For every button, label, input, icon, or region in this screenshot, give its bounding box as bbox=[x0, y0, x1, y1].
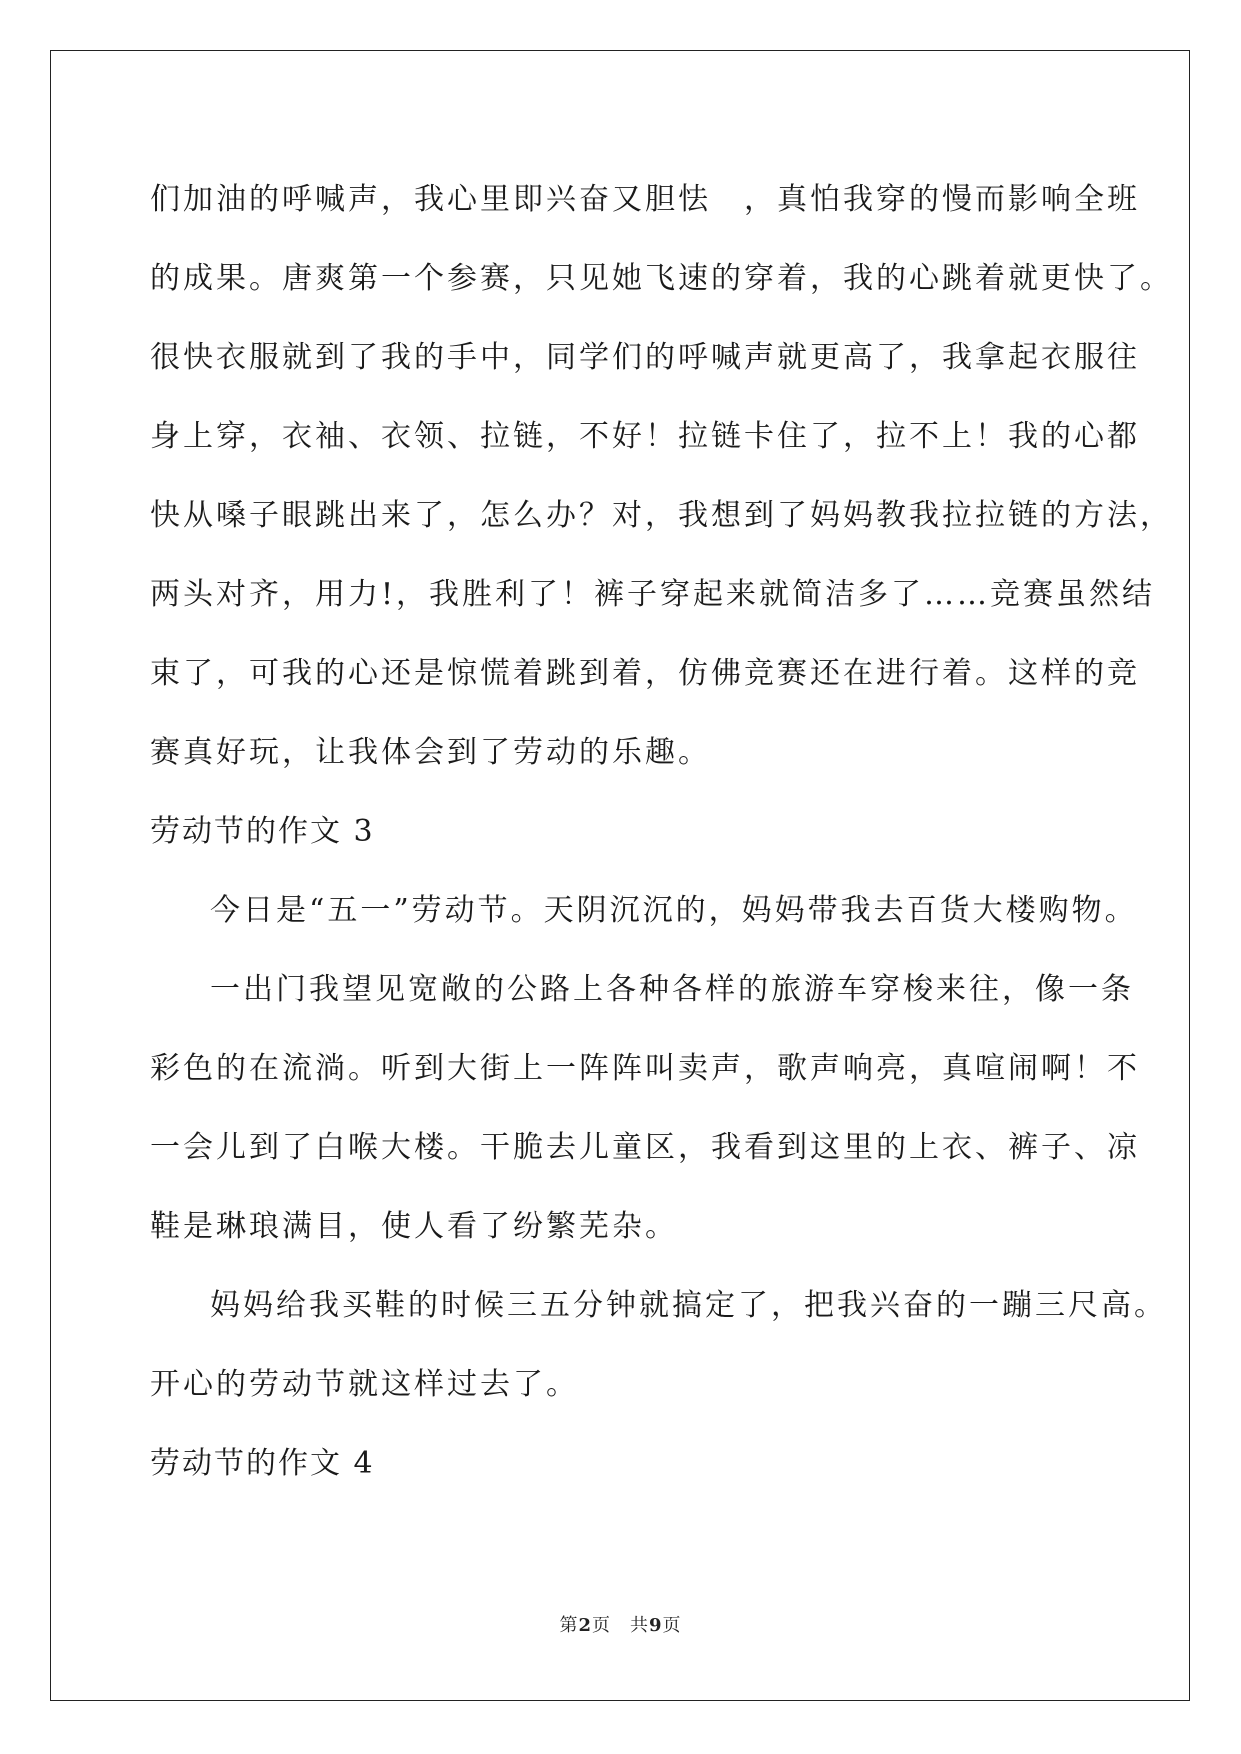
text-line: 赛真好玩，让我体会到了劳动的乐趣。 bbox=[150, 735, 711, 770]
page-total: 9 bbox=[649, 1615, 663, 1636]
page-mid: 页 共 bbox=[592, 1615, 649, 1636]
text-line: 今日是“五一”劳动节。天阴沉沉的，妈妈带我去百货大楼购物。 bbox=[210, 893, 1138, 928]
document-body bbox=[150, 160, 1173, 1503]
text-line: 快从嗓子眼跳出来了，怎么办？对，我想到了妈妈教我拉拉链的方法， bbox=[150, 498, 1173, 533]
text-line: 两头对齐，用力!，我胜利了！裤子穿起来就简洁多了……竞赛虽然结 bbox=[150, 577, 1156, 612]
page-prefix: 第 bbox=[559, 1615, 579, 1636]
text-line: 鞋是琳琅满目，使人看了纷繁芜杂。 bbox=[150, 1209, 678, 1244]
text-line: 身上穿，衣袖、衣领、拉链，不好！拉链卡住了，拉不上！我的心都 bbox=[150, 419, 1140, 454]
text-line: 束了，可我的心还是惊慌着跳到着，仿佛竞赛还在进行着。这样的竞 bbox=[150, 656, 1140, 691]
text-line: 妈妈给我买鞋的时候三五分钟就搞定了，把我兴奋的一蹦三尺高。 bbox=[210, 1288, 1167, 1323]
section-heading: 劳动节的作文 4 bbox=[150, 1446, 375, 1481]
text-line: 的成果。唐爽第一个参赛，只见她飞速的穿着，我的心跳着就更快了。 bbox=[150, 261, 1173, 296]
text-line: 很快衣服就到了我的手中，同学们的呼喊声就更高了，我拿起衣服往 bbox=[150, 340, 1140, 375]
text-line: 开心的劳动节就这样过去了。 bbox=[150, 1367, 579, 1402]
text-line: 一出门我望见宽敞的公路上各种各样的旅游车穿梭来往，像一条 bbox=[210, 972, 1134, 1007]
section-heading: 劳动节的作文 3 bbox=[150, 814, 375, 849]
page-current: 2 bbox=[578, 1615, 592, 1636]
page-suffix: 页 bbox=[662, 1615, 682, 1636]
text-line: 一会儿到了白喉大楼。干脆去儿童区，我看到这里的上衣、裤子、凉 bbox=[150, 1130, 1140, 1165]
text-line: 们加油的呼喊声，我心里即兴奋又胆怯 ，真怕我穿的慢而影响全班 bbox=[150, 182, 1140, 217]
page-footer bbox=[0, 1611, 1241, 1637]
text-line: 彩色的在流淌。听到大街上一阵阵叫卖声，歌声响亮，真喧闹啊！不 bbox=[150, 1051, 1140, 1086]
